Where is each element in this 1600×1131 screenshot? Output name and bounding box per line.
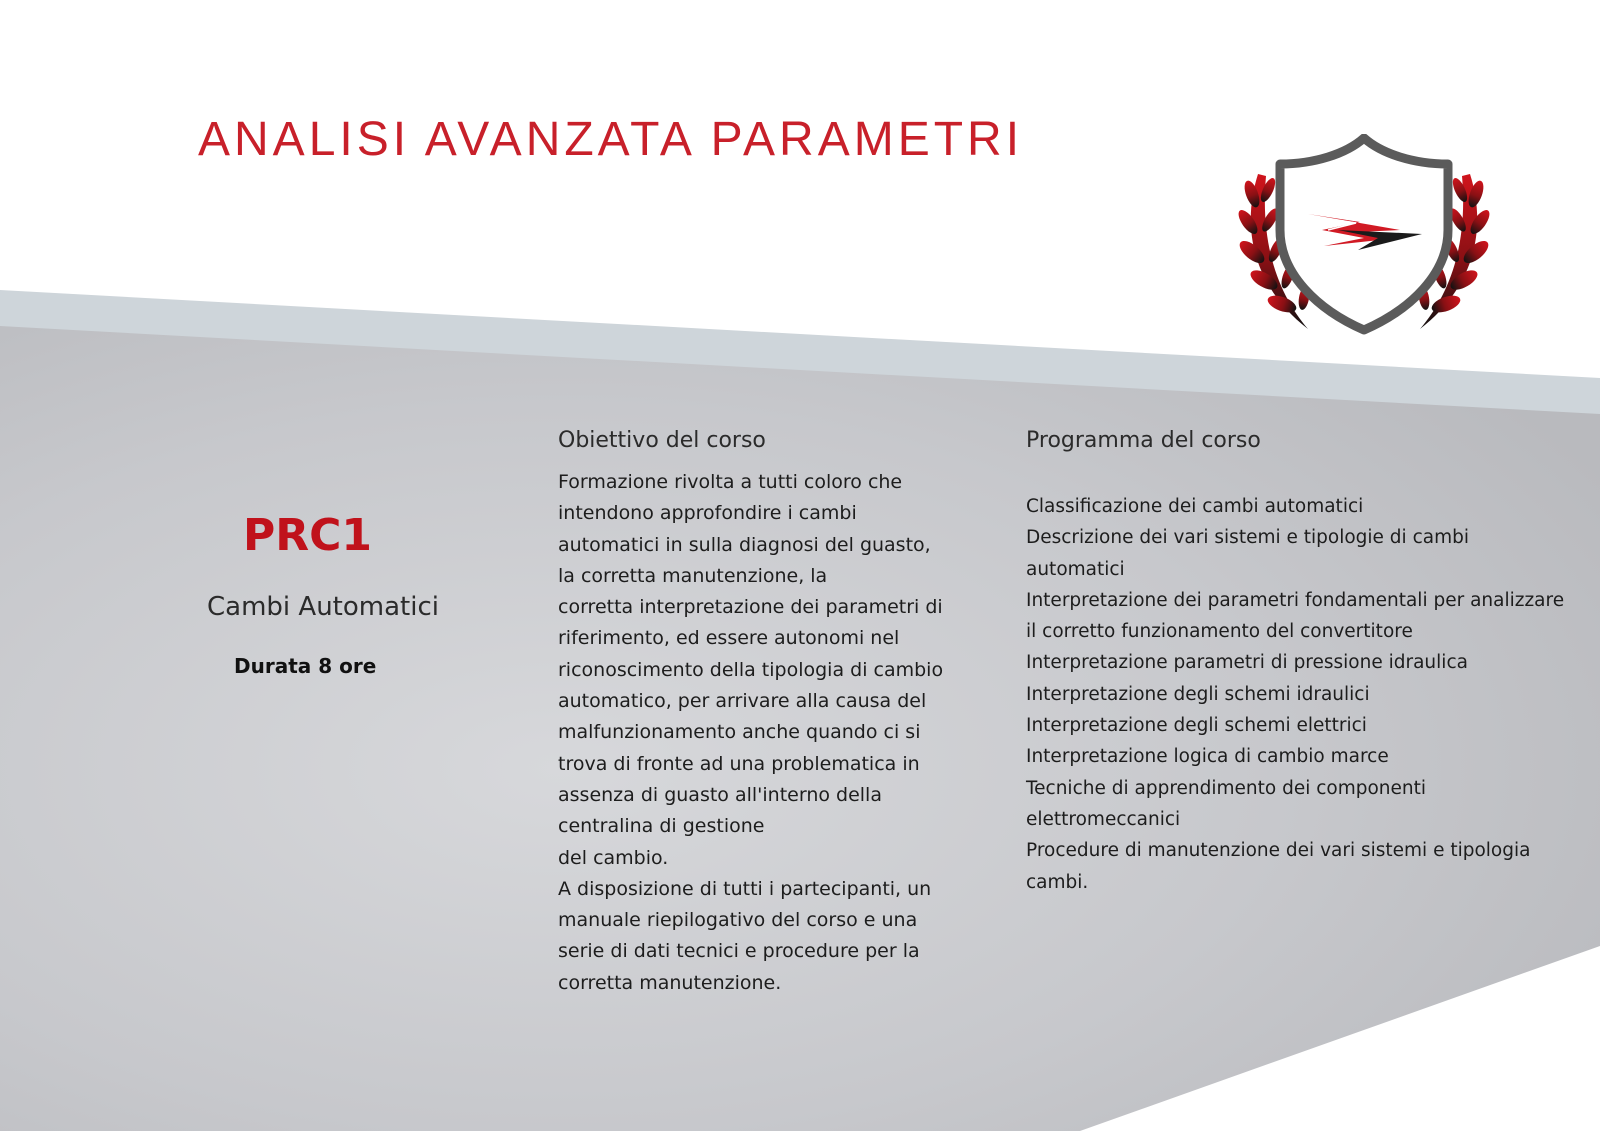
objective-line: riconoscimento della tipologia di cambio xyxy=(558,658,944,681)
objective-line: trova di fronte ad una problematica in xyxy=(558,752,920,775)
objective-line: serie di dati tecnici e procedure per la xyxy=(558,940,920,963)
objective-line: automatico, per arrivare alla causa del xyxy=(558,690,927,713)
objective-line: automatici in sulla diagnosi del guasto, xyxy=(558,533,931,556)
program-item: Interpretazione parametri di pressione idraulica xyxy=(1026,652,1468,674)
program-item: Interpretazione logica di cambio marce xyxy=(1026,746,1389,768)
objective-line: Formazione rivolta a tutti coloro che xyxy=(558,471,903,493)
program-list xyxy=(1026,491,1564,898)
objective-line: assenza di guasto all'interno della xyxy=(558,783,882,806)
objective-line: malfunzionamento anche quando ci si xyxy=(558,721,921,744)
program-item: elettromeccanici xyxy=(1026,808,1181,830)
objective-line: corretta interpretazione dei parametri di xyxy=(558,596,943,619)
program-item: Interpretazione degli schemi idraulici xyxy=(1026,683,1370,705)
program-item: Interpretazione degli schemi elettrici xyxy=(1026,715,1367,737)
objective-line: centralina di gestione xyxy=(558,815,765,838)
program-item: il corretto funzionamento del convertitore xyxy=(1026,621,1413,643)
objective-line: del cambio. xyxy=(558,846,669,869)
program-item: cambi. xyxy=(1026,871,1089,893)
objective-line: corretta manutenzione. xyxy=(558,971,782,994)
objective-line: manuale riepilogativo del corso e una xyxy=(558,909,918,932)
program-item: automatici xyxy=(1026,558,1125,580)
program-heading: Programma del corso xyxy=(1026,428,1261,453)
objective-line: riferimento, ed essere autonomi nel xyxy=(558,627,900,650)
objective-line: la corretta manutenzione, la xyxy=(558,564,828,587)
course-duration: Durata 8 ore xyxy=(234,654,377,678)
course-subject: Cambi Automatici xyxy=(207,592,439,622)
shield-laurel-logo-icon xyxy=(1238,134,1490,344)
program-item: Tecniche di apprendimento dei componenti xyxy=(1026,777,1427,799)
page-title: ANALISI AVANZATA PARAMETRI xyxy=(198,113,1024,166)
program-item: Classificazione dei cambi automatici xyxy=(1026,496,1364,517)
program-item: Procedure di manutenzione dei vari sistemi e tipologia xyxy=(1026,840,1531,862)
course-code: PRC1 xyxy=(243,510,373,561)
objective-line: A disposizione di tutti i partecipanti, un xyxy=(558,877,932,900)
objective-heading: Obiettivo del corso xyxy=(558,428,766,453)
objective-text xyxy=(558,467,943,999)
objective-line: intendono approfondire i cambi xyxy=(558,502,857,525)
program-item: Interpretazione dei parametri fondamentali per analizzare xyxy=(1026,589,1565,611)
program-item: Descrizione dei vari sistemi e tipologie di cambi xyxy=(1026,527,1469,549)
